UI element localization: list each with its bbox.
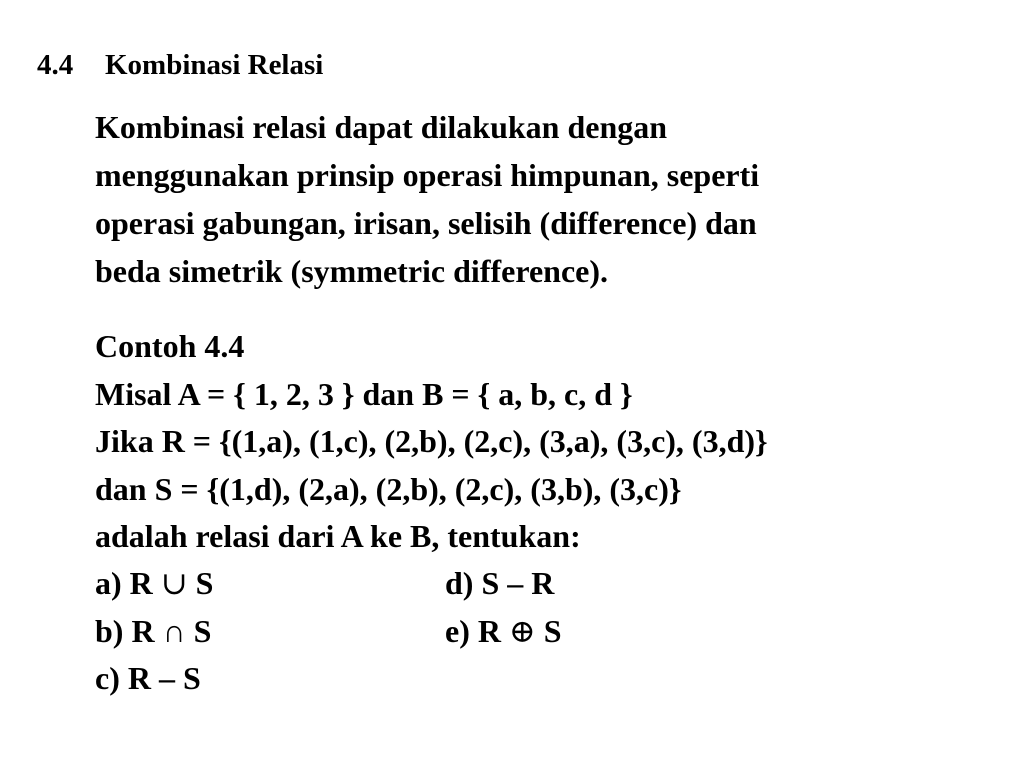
example-line: Jika R = {(1,a), (1,c), (2,b), (2,c), (3,a), (3,c), (3,d)} [95,423,768,459]
task-a-rhs: S [195,565,214,601]
task-e-rhs: S [543,612,562,649]
example-line: Misal A = { 1, 2, 3 } dan B = { a, b, c, d } [95,375,633,412]
section-heading [37,43,323,87]
task-b [95,608,445,656]
task-row [95,655,795,703]
task-d [445,560,795,608]
task-list [95,560,795,703]
example-line: adalah relasi dari A ke B, tentukan: [95,518,581,554]
task-a-label: a) R [95,565,153,601]
task-e-label: e) R [445,612,501,649]
intro-line: operasi gabungan, irisan, selisih (difference) dan [95,205,757,241]
example-title: Contoh 4.4 [95,328,245,364]
section-title: Kombinasi Relasi [105,49,324,81]
task-row [95,608,795,656]
task-b-label: b) R [95,612,155,649]
intro-line: beda simetrik (symmetric difference). [95,253,609,289]
minus-symbol-icon: – [158,660,175,696]
task-e [445,608,795,656]
task-row [95,560,795,608]
task-c [95,655,445,703]
xor-symbol-icon: ⊕ [508,612,536,649]
task-b-rhs: S [193,612,212,649]
minus-symbol-icon: – [507,565,524,601]
intro-line: menggunakan prinsip operasi himpunan, seperti [95,157,760,193]
union-symbol-icon: ∪ [160,565,188,601]
task-c-label: c) R [95,660,151,696]
section-number: 4.4 [37,49,74,81]
example-line: dan S = {(1,d), (2,a), (2,b), (2,c), (3,b), (3,c)} [95,470,682,507]
intro-line: Kombinasi relasi dapat dilakukan dengan [95,109,668,145]
task-a [95,560,445,608]
intersection-symbol-icon: ∩ [162,612,186,649]
intro-paragraph [95,103,975,295]
task-d-label: d) S [445,565,500,601]
task-d-rhs: R [531,565,555,601]
example-block [95,323,995,561]
task-c-rhs: S [182,660,201,696]
